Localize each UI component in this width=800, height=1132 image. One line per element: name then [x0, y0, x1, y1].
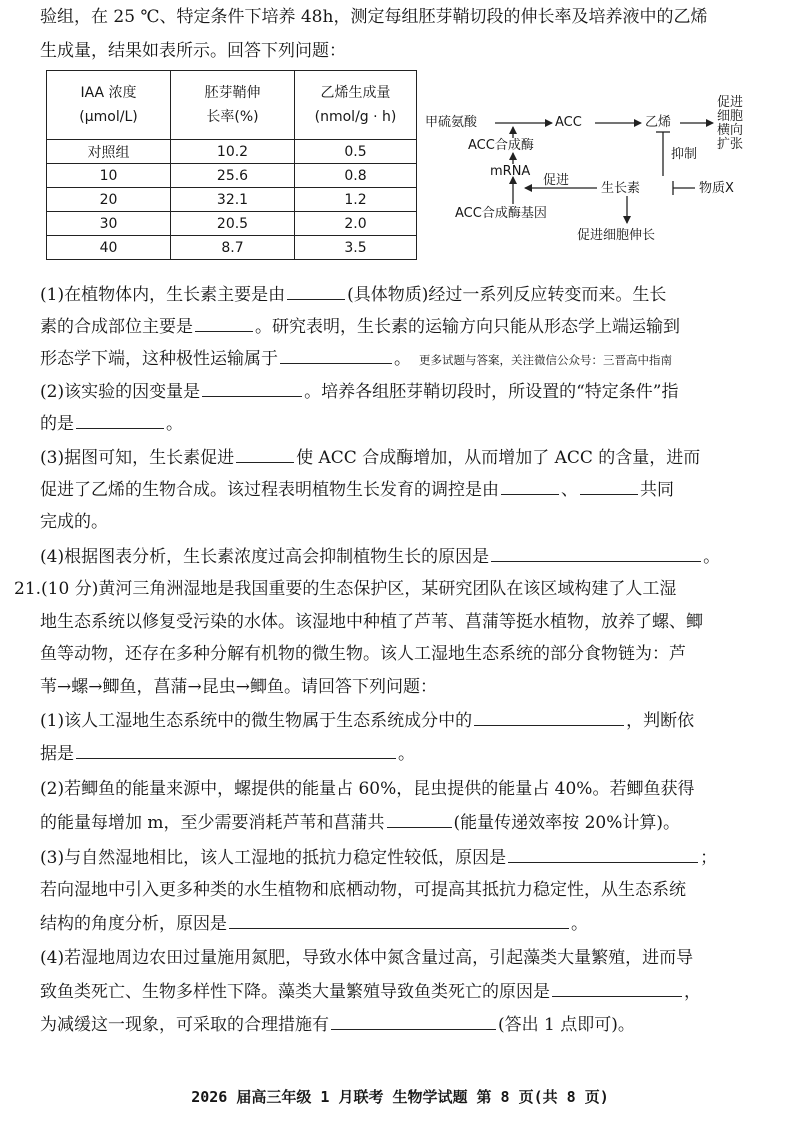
answer-blank[interactable] [280, 347, 392, 364]
answer-blank[interactable] [580, 478, 638, 495]
watermark-note: 更多试题与答案，关注微信公众号：三晋高中指南 [419, 353, 672, 367]
table-cell: 3.5 [295, 236, 417, 260]
q21-4-line-1: (4)若湿地周边农田过量施用氮肥，导致水体中氮含量过高，引起藻类大量繁殖，进而导 [40, 948, 694, 968]
table-cell: 0.5 [295, 140, 417, 164]
table-row [47, 140, 417, 164]
intro-line-1: 验组，在 25 ℃、特定条件下培养 48h，测定每组胚芽鞘切段的伸长率及培养液中的乙烯 [40, 7, 708, 27]
table-cell: 对照组 [47, 140, 171, 164]
q21-3-line-2: 若向湿地中引入更多种类的水生植物和底栖动物，可提高其抵抗力稳定性，从生态系统 [40, 880, 686, 900]
label-synthase-gene: ACC合成酶基因 [455, 206, 547, 221]
results-table [46, 70, 417, 260]
intro-line-2: 生成量，结果如表所示。回答下列问题： [40, 41, 346, 61]
q21-stem-line-1: 21.(10 分)黄河三角洲湿地是我国重要的生态保护区，某研究团队在该区域构建了人工湿 [14, 579, 677, 599]
q21-3-line-3: 结构的角度分析，原因是 。 [40, 914, 588, 934]
header-ethylene-production: 乙烯生成量 (nmol/g · h) [295, 71, 417, 140]
q21-1-line-2: 据是 。 [40, 744, 415, 764]
answer-blank[interactable] [287, 283, 345, 300]
table-cell: 20 [47, 188, 171, 212]
q20-1-line-2: 素的合成部位主要是 。研究表明，生长素的运输方向只能从形态学上端运输到 [40, 317, 680, 337]
label-ethylene: 乙烯 [645, 115, 672, 130]
label-promote-expansion: 促进 细胞 横向 扩张 [717, 95, 744, 152]
label-auxin: 生长素 [601, 181, 641, 196]
q21-4-line-3: 为减缓这一现象，可采取的合理措施有 (答出 1 点即可)。 [40, 1015, 635, 1035]
table-row [47, 188, 417, 212]
table-cell: 32.1 [171, 188, 295, 212]
table-cell: 8.7 [171, 236, 295, 260]
answer-blank[interactable] [202, 380, 302, 397]
q21-stem-line-4: 苇→螺→鲫鱼，菖蒲→昆虫→鲫鱼。请回答下列问题： [40, 677, 437, 697]
label-acc-synthase: ACC合成酶 [468, 138, 534, 153]
q21-4-line-2: 致鱼类死亡、生物多样性下降。藻类大量繁殖导致鱼类死亡的原因是 ， [40, 982, 701, 1002]
table-header-row [47, 71, 417, 140]
table-cell: 10 [47, 164, 171, 188]
table-cell: 40 [47, 236, 171, 260]
q20-1-line-3: 形态学下端，这种极性运输属于 。 更多试题与答案，关注微信公众号：三晋高中指南 [40, 349, 672, 369]
answer-blank[interactable] [229, 912, 569, 929]
answer-blank[interactable] [508, 846, 698, 863]
answer-blank[interactable] [501, 478, 559, 495]
q21-stem-line-3: 鱼等动物，还存在多种分解有机物的微生物。该人工湿地生态系统的部分食物链为：芦 [40, 644, 686, 664]
answer-blank[interactable] [195, 315, 253, 332]
header-iaa-concentration: IAA 浓度 (μmol/L) [47, 71, 171, 140]
q20-3-line-3: 完成的。 [40, 512, 108, 532]
q21-1-line-1: (1)该人工湿地生态系统中的微生物属于生态系统成分中的 ，判断依 [40, 711, 695, 731]
answer-blank[interactable] [474, 709, 624, 726]
table-cell: 1.2 [295, 188, 417, 212]
q20-3-line-2: 促进了乙烯的生物合成。该过程表明植物生长发育的调控是由 、 共同 [40, 480, 674, 500]
answer-blank[interactable] [491, 545, 701, 562]
q21-3-line-1: (3)与自然湿地相比，该人工湿地的抵抗力稳定性较低，原因是 ； [40, 848, 718, 868]
label-promote: 促进 [543, 173, 570, 188]
table-cell: 2.0 [295, 212, 417, 236]
answer-blank[interactable] [387, 811, 452, 828]
table-cell: 20.5 [171, 212, 295, 236]
q20-4-line-1: (4)根据图表分析，生长素浓度过高会抑制植物生长的原因是 。 [40, 547, 721, 567]
table-cell: 30 [47, 212, 171, 236]
q21-stem-line-2: 地生态系统以修复受污染的水体。该湿地中种植了芦苇、菖蒲等挺水植物，放养了螺、鲫 [40, 612, 703, 632]
answer-blank[interactable] [331, 1013, 496, 1030]
label-substance-x: 物质X [699, 181, 734, 196]
table-cell: 0.8 [295, 164, 417, 188]
q20-3-line-1: (3)据图可知，生长素促进 使 ACC 合成酶增加，从而增加了 ACC 的含量，进而 [40, 448, 701, 468]
q20-2-line-1: (2)该实验的因变量是 。培养各组胚芽鞘切段时，所设置的“特定条件”指 [40, 382, 679, 402]
label-inhibit: 抑制 [671, 147, 698, 162]
label-acc: ACC [555, 115, 582, 130]
q21-2-line-2: 的能量每增加 m，至少需要消耗芦苇和菖蒲共 (能量传递效率按 20%计算)。 [40, 813, 680, 833]
table-row [47, 164, 417, 188]
answer-blank[interactable] [552, 980, 682, 997]
table-cell: 25.6 [171, 164, 295, 188]
ethylene-pathway-diagram [425, 90, 775, 250]
header-elongation-rate: 胚芽鞘伸 长率(%) [171, 71, 295, 140]
table-cell: 10.2 [171, 140, 295, 164]
answer-blank[interactable] [76, 412, 164, 429]
label-methionine: 甲硫氨酸 [425, 115, 478, 130]
table-row [47, 236, 417, 260]
answer-blank[interactable] [236, 446, 294, 463]
label-promote-elongation: 促进细胞伸长 [577, 228, 656, 243]
q21-2-line-1: (2)若鲫鱼的能量来源中，螺提供的能量占 60%，昆虫提供的能量占 40%。若鲫鱼获得 [40, 779, 695, 799]
answer-blank[interactable] [76, 742, 396, 759]
q20-2-line-2: 的是 。 [40, 414, 183, 434]
page-footer: 2026 届高三年级 1 月联考 生物学试题 第 8 页(共 8 页) [191, 1088, 609, 1106]
q20-1-line-1: (1)在植物体内，生长素主要是由 (具体物质)经过一系列反应转变而来。生长 [40, 285, 667, 305]
table-row [47, 212, 417, 236]
label-mrna: mRNA [490, 164, 531, 179]
